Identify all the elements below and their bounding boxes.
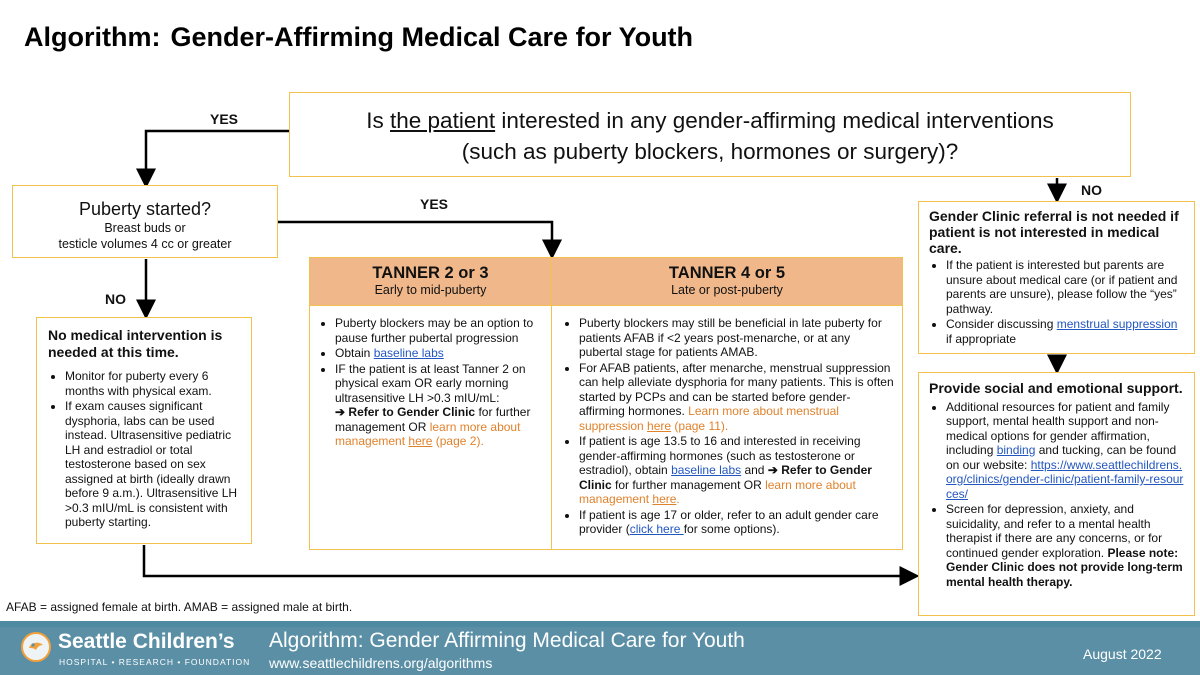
footer-bar bbox=[0, 621, 1200, 675]
no-label-right: NO bbox=[1081, 182, 1102, 198]
list-item: • Consider discussing menstrual suppression if appropriate bbox=[946, 317, 1186, 346]
tanner-4-5-sub: Late or post-puberty bbox=[671, 283, 783, 297]
resources-url-link[interactable]: https://www.seattlechildrens.org/clinics/gender-clinic/patient-family-resources/ bbox=[946, 457, 1184, 501]
menstrual-suppression-link[interactable]: Learn more about menstrual suppression here (page 11). bbox=[579, 404, 839, 433]
footer-date: August 2022 bbox=[1083, 646, 1162, 662]
yes-connector-left bbox=[146, 131, 289, 181]
tanner-4-5-heading: TANNER 4 or 5 bbox=[668, 264, 786, 282]
no-medical-heading: No medical intervention is needed at this time. bbox=[48, 327, 223, 360]
learn-more-management-link[interactable]: learn more about management here. bbox=[579, 477, 856, 506]
list-item: • Obtain baseline labs bbox=[335, 346, 543, 361]
list-item: • Puberty blockers may be an option to pause further pubertal progression bbox=[335, 316, 543, 345]
puberty-sub-2: testicle volumes 4 cc or greater bbox=[58, 237, 232, 251]
seattle-childrens-logo-icon bbox=[21, 632, 51, 662]
gender-clinic-heading: Gender Clinic referral is not needed if patient is not interested in medical care. bbox=[929, 208, 1179, 256]
puberty-box bbox=[12, 185, 278, 258]
tanner-2-3-column bbox=[309, 257, 552, 550]
no-medical-list bbox=[48, 369, 242, 530]
tanner-4-5-header bbox=[552, 258, 902, 306]
question-line-2: (such as puberty blockers, hormones or surgery)? bbox=[461, 139, 959, 164]
baseline-labs-link[interactable]: baseline labs bbox=[671, 463, 742, 477]
list-item: • For AFAB patients, after menarche, menstrual suppression can help alleviate dysphoria for many patients. This is often started by PCPs and can be started before gender-affirming hormones. Learn more about menstrual suppression here (page 11). bbox=[579, 361, 894, 434]
list-item: • If the patient is interested but parents are unsure about medical care (or if patient and parents are unsure), please follow the “yes” pathway. bbox=[946, 258, 1186, 316]
menstrual-suppression-link[interactable]: menstrual suppression bbox=[1056, 317, 1178, 331]
question-line-1: Is the patient interested in any gender-affirming medical interventions bbox=[366, 108, 1054, 133]
footnote: AFAB = assigned female at birth. AMAB = assigned male at birth. bbox=[6, 600, 353, 614]
arrow-icon: ➔ bbox=[767, 463, 778, 477]
adult-care-link[interactable]: click here bbox=[629, 522, 684, 536]
gender-clinic-box bbox=[918, 201, 1195, 354]
tanner-4-5-body bbox=[552, 306, 902, 537]
list-item: • Monitor for puberty every 6 months with physical exam. bbox=[65, 369, 242, 398]
org-name: Seattle Children’s bbox=[58, 630, 235, 653]
list-item: • If exam causes significant dysphoria, labs can be used instead. Ultrasensitive pediatric LH and estradiol or total testosterone based on sex assigned at birth (ideally drawn before 9 a.m.). Ultrasensitive LH >0.3 mIU/mL is consistent with puberty starting. bbox=[65, 399, 242, 530]
list-item: • IF the patient is at least Tanner 2 on physical exam OR early morning ultrasensitive LH >0.3 mIU/mL: ➔ Refer to Gender Clinic for further management OR learn more about management here (page 2). bbox=[335, 362, 543, 449]
list-item: • Puberty blockers may still be beneficial in late puberty for patients AFAB if <2 years post-menarche, or at any pubertal stage for patients AMAB. bbox=[579, 316, 894, 360]
baseline-labs-link[interactable]: baseline labs bbox=[373, 346, 444, 360]
learn-more-management-link[interactable]: learn more about management here (page 2). bbox=[335, 419, 521, 448]
tanner-table bbox=[309, 257, 903, 550]
social-support-box bbox=[918, 372, 1195, 616]
puberty-heading: Puberty started? bbox=[78, 199, 212, 219]
title-prefix: Algorithm: bbox=[24, 22, 161, 52]
title-main: Gender-Affirming Medical Care for Youth bbox=[170, 22, 694, 52]
arrow-icon: ➔ bbox=[335, 405, 346, 419]
org-subtitle: HOSPITAL • RESEARCH • FOUNDATION bbox=[59, 657, 251, 667]
puberty-sub-1: Breast buds or bbox=[104, 221, 186, 235]
tanner-2-3-header bbox=[310, 258, 551, 306]
question-underlined: the patient bbox=[390, 108, 496, 133]
tanner-4-5-column bbox=[551, 257, 903, 550]
social-support-heading: Provide social and emotional support. bbox=[929, 380, 1183, 396]
yes-label-mid: YES bbox=[420, 196, 449, 212]
no-medical-box bbox=[36, 317, 252, 544]
footer-title: Algorithm: Gender Affirming Medical Care for Youth bbox=[269, 629, 745, 652]
list-item: • Additional resources for patient and family support, mental health support and non-medical options for gender affirmation, including binding and tucking, can be found on our website: https://www.seattlechildrens.org/clinics/gender-clinic/patient-family-resources/ bbox=[946, 400, 1186, 502]
no-label-left: NO bbox=[105, 291, 126, 307]
yes-label-left: YES bbox=[210, 111, 239, 127]
yes-connector-mid bbox=[278, 222, 552, 252]
list-item: • Screen for depression, anxiety, and suicidality, and refer to a mental health therapist if there are any concerns, or for continued gender exploration. Please note: Gender Clinic does not provide long-term mental health therapy. bbox=[946, 502, 1186, 589]
list-item: • If patient is age 17 or older, refer to an adult gender care provider (click here for some options). bbox=[579, 508, 894, 537]
footer-top-band bbox=[0, 621, 1200, 627]
list-item: • If patient is age 13.5 to 16 and interested in receiving gender-affirming hormones (such as testosterone or estradiol), obtain baseline labs and ➔ Refer to Gender Clinic for further management OR learn more about management here. bbox=[579, 434, 894, 507]
tanner-2-3-sub: Early to mid-puberty bbox=[374, 283, 487, 297]
footer-url[interactable]: www.seattlechildrens.org/algorithms bbox=[269, 655, 493, 671]
question-box bbox=[289, 92, 1131, 177]
tanner-2-3-heading: TANNER 2 or 3 bbox=[372, 264, 489, 282]
binding-link[interactable]: binding bbox=[996, 443, 1036, 457]
tanner-2-3-body bbox=[310, 306, 551, 449]
